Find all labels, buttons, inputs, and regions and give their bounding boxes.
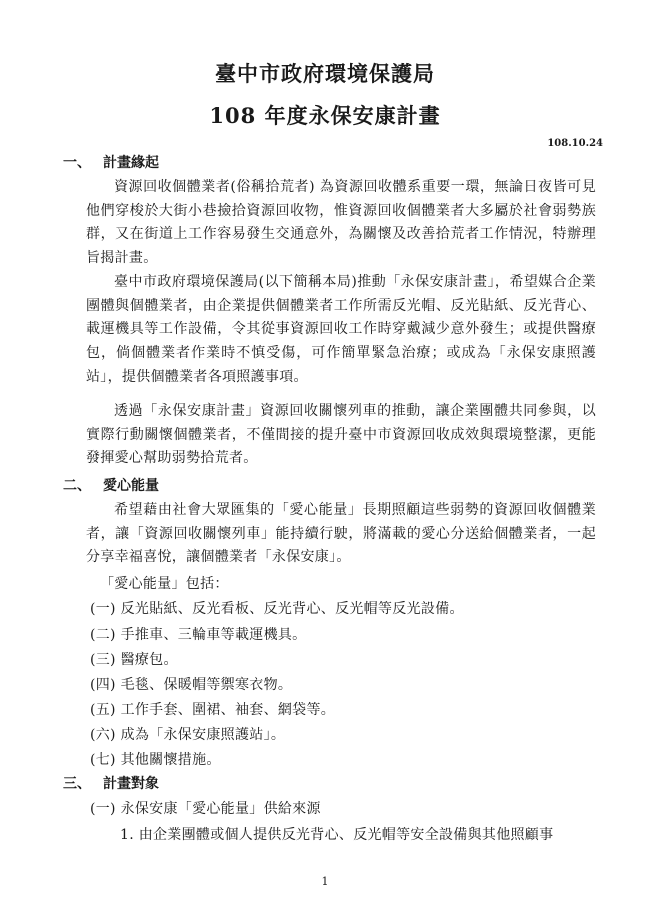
list-intro: 「愛心能量」包括： xyxy=(100,576,229,592)
document-subtitle: 108 年度永保安康計畫 xyxy=(209,103,441,128)
subsection-heading: (一) 永保安康「愛心能量」供給來源 xyxy=(90,801,321,817)
list-item: (六) 成為「永保安康照護站」。 xyxy=(90,727,286,743)
document-date: 108.10.24 xyxy=(547,138,603,149)
section-number: 三、 xyxy=(63,776,91,792)
list-item: (一) 反光貼紙、反光看板、反光背心、反光帽等反光設備。 xyxy=(90,601,464,617)
list-item: (四) 毛毯、保暖帽等禦寒衣物。 xyxy=(90,677,293,693)
section-title: 計畫緣起 xyxy=(103,155,159,171)
document-title: 臺中市政府環境保護局 xyxy=(215,61,435,86)
list-item: 1. 由企業團體或個人提供反光背心、反光帽等安全設備與其他照顧事 xyxy=(120,827,554,843)
section-heading-1 xyxy=(63,152,159,172)
paragraph: 希望藉由社會大眾匯集的「愛心能量」長期照顧這些弱勢的資源回收個體業者，讓「資源回收關懷列車」能持續行駛，將滿載的愛心分送給個體業者，一起分享幸福喜悅，讓個體業者「永保安康」。 xyxy=(86,502,596,566)
section-number: 一、 xyxy=(63,155,91,171)
list-item: (七) 其他關懷措施。 xyxy=(90,752,221,768)
paragraph: 透過「永保安康計畫」資源回收關懷列車的推動，讓企業團體共同參與，以實際行動關懷個體業者，不僅間接的提升臺中市資源回收成效與環境整潔，更能發揮愛心幫助弱勢拾荒者。 xyxy=(86,403,596,467)
paragraph: 資源回收個體業者(俗稱拾荒者) 為資源回收體系重要一環，無論日夜皆可見他們穿梭於大街小巷撿拾資源回收物，惟資源回收個體業者大多屬於社會弱勢族群，又在街道上工作容易發生交通意外，為關懷及改善拾荒者工作情況，特辦理旨揭計畫。 xyxy=(86,179,596,267)
paragraph: 臺中市政府環境保護局(以下簡稱本局)推動「永保安康計畫」，希望媒合企業團體與個體業者，由企業提供個體業者工作所需反光帽、反光貼紙、反光背心、載運機具等工作設備，令其從事資源回收工作時穿戴減少意外發生；或提供醫療包，倘個體業者作業時不慎受傷，可作簡單緊急治療；或成為「永保安康照護站」，提供個體業者各項照護事項。 xyxy=(86,274,596,385)
section-number: 二、 xyxy=(63,478,91,494)
section-heading-2 xyxy=(63,475,159,495)
section-heading-3 xyxy=(63,773,159,793)
list-item: (五) 工作手套、圍裙、袖套、網袋等。 xyxy=(90,702,336,718)
list-item: (二) 手推車、三輪車等載運機具。 xyxy=(90,627,307,643)
section-title: 愛心能量 xyxy=(103,478,159,494)
page-number: 1 xyxy=(321,875,329,888)
section-title: 計畫對象 xyxy=(103,776,159,792)
list-item: (三) 醫療包。 xyxy=(90,652,178,668)
